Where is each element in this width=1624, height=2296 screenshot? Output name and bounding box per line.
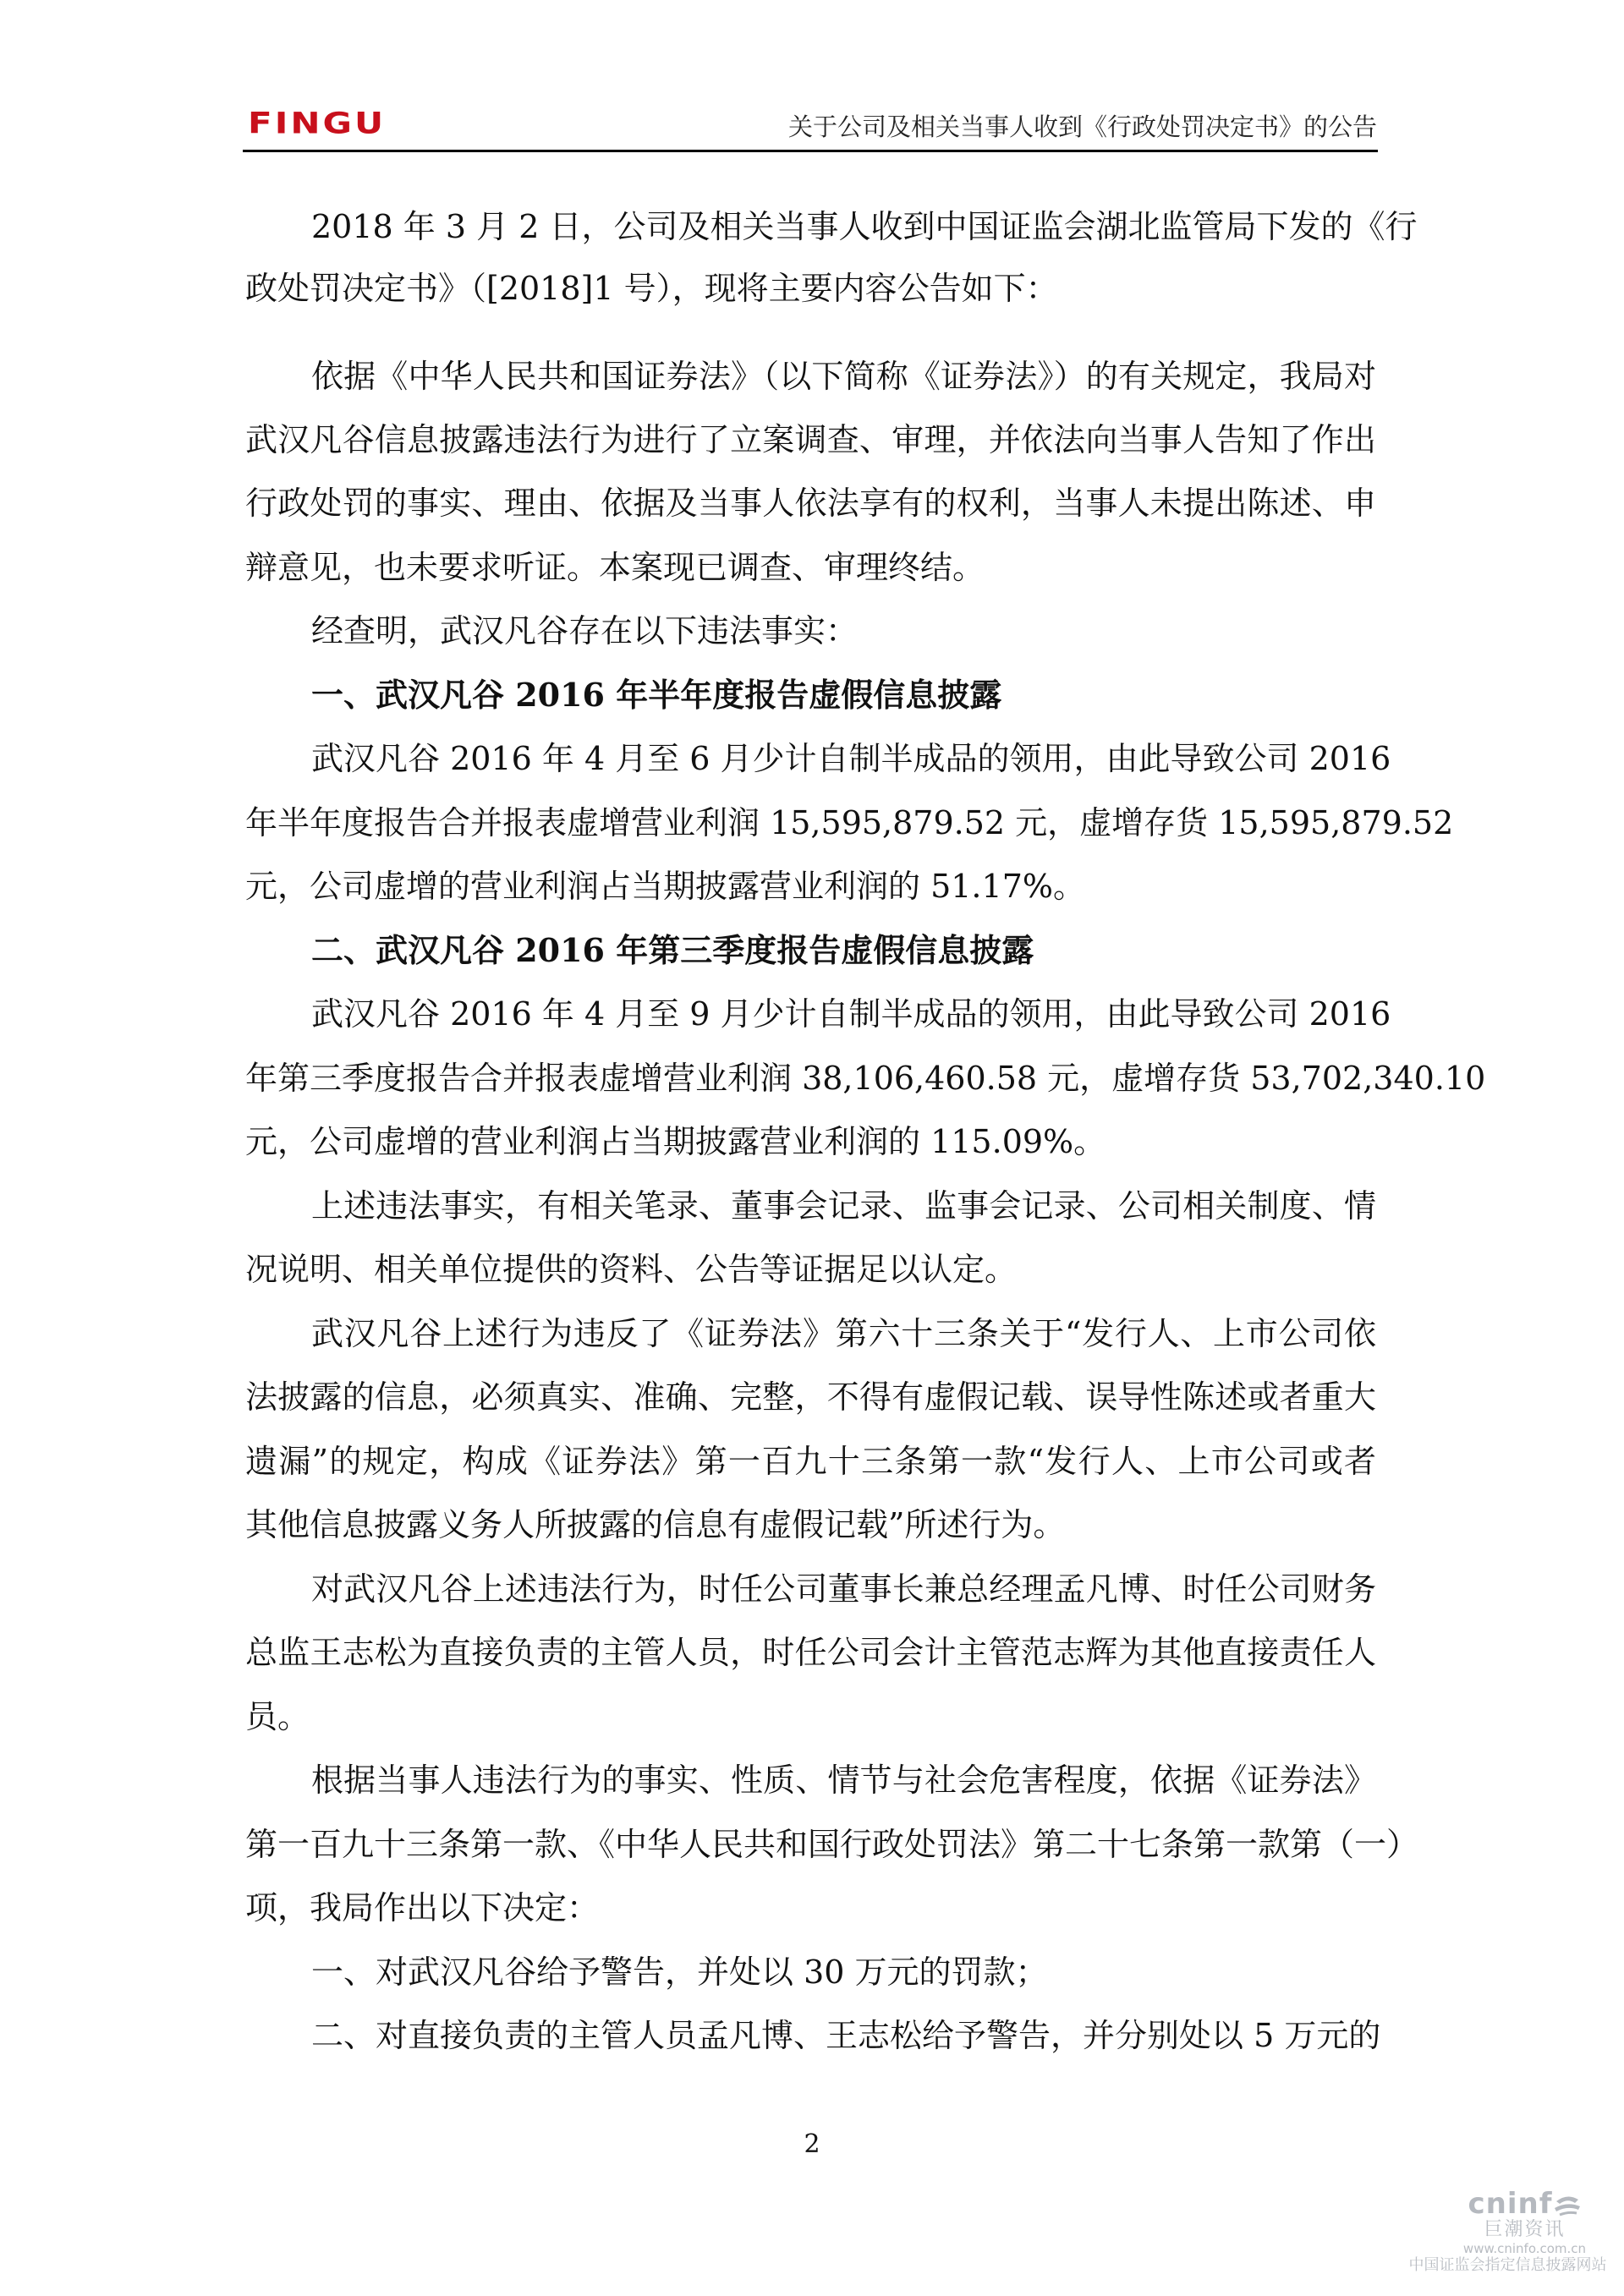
cninfo-swirl-icon xyxy=(1553,2195,1582,2217)
text-line: 况说明、相关单位提供的资料、公告等证据足以认定。 xyxy=(245,1251,1018,1288)
watermark-brand-cn: 巨潮资讯 xyxy=(1484,2219,1566,2240)
text-line: 行政处罚的事实、理由、依据及当事人依法享有的权利，当事人未提出陈述、申 xyxy=(245,485,1376,522)
cninfo-watermark xyxy=(1408,2187,1611,2275)
text-line: 2018 年 3 月 2 日，公司及相关当事人收到中国证监会湖北监管局下发的《行 xyxy=(311,208,1418,245)
text-line: 元，公司虚增的营业利润占当期披露营业利润的 115.09%。 xyxy=(245,1123,1106,1160)
text-line: 元，公司虚增的营业利润占当期披露营业利润的 51.17%。 xyxy=(245,868,1085,905)
decision-item: 二、对直接负责的主管人员孟凡博、王志松给予警告，并分别处以 5 万元的 xyxy=(311,2017,1381,2054)
text-line: 年半年度报告合并报表虚增营业利润 15,595,879.52 元，虚增存货 15,595,879.52 xyxy=(245,804,1454,841)
text-line: 法披露的信息，必须真实、准确、完整，不得有虚假记载、误导性陈述或者重大 xyxy=(245,1378,1376,1416)
company-logo: FINGU xyxy=(248,106,387,140)
text-line: 武汉凡谷 2016 年 4 月至 9 月少计自制半成品的领用，由此导致公司 2016 xyxy=(311,995,1391,1033)
watermark-subtitle: 中国证监会指定信息披露网站 xyxy=(1408,2256,1607,2274)
text-line: 武汉凡谷上述行为违反了《证券法》第六十三条关于“发行人、上市公司依 xyxy=(311,1315,1376,1352)
text-line: 政处罚决定书》（[2018]1 号），现将主要内容公告如下： xyxy=(245,270,1058,307)
section-heading: 一、武汉凡谷 2016 年半年度报告虚假信息披露 xyxy=(311,676,1002,714)
text-line: 武汉凡谷 2016 年 4 月至 6 月少计自制半成品的领用，由此导致公司 2016 xyxy=(311,740,1391,777)
text-line: 上述违法事实，有相关笔录、董事会记录、监事会记录、公司相关制度、情 xyxy=(311,1187,1376,1225)
text-line: 武汉凡谷信息披露违法行为进行了立案调查、审理，并依法向当事人告知了作出 xyxy=(245,421,1376,458)
text-line: 总监王志松为直接负责的主管人员，时任公司会计主管范志辉为其他直接责任人 xyxy=(245,1634,1376,1671)
text-line: 依据《中华人民共和国证券法》（以下简称《证券法》）的有关规定，我局对 xyxy=(311,358,1376,395)
text-line: 经查明，武汉凡谷存在以下违法事实： xyxy=(311,612,859,649)
text-line: 根据当事人违法行为的事实、性质、情节与社会危害程度，依据《证券法》 xyxy=(311,1762,1376,1799)
page-number: 2 xyxy=(804,2129,820,2159)
text-line: 项，我局作出以下决定： xyxy=(245,1889,600,1926)
text-line: 对武汉凡谷上述违法行为，时任公司董事长兼总经理孟凡博、时任公司财务 xyxy=(311,1570,1376,1608)
header-divider xyxy=(243,150,1378,152)
watermark-brand xyxy=(1438,2189,1611,2219)
text-line: 遗漏”的规定，构成《证券法》第一百九十三条第一款“发行人、上市公司或者 xyxy=(245,1443,1376,1480)
watermark-url: www.cninfo.com.cn xyxy=(1462,2241,1587,2256)
text-line: 年第三季度报告合并报表虚增营业利润 38,106,460.58 元，虚增存货 53,702,340.10 xyxy=(245,1060,1486,1097)
text-line: 员。 xyxy=(245,1698,310,1735)
text-line: 辩意见，也未要求听证。本案现已调查、审理终结。 xyxy=(245,549,985,586)
decision-item: 一、对武汉凡谷给予警告，并处以 30 万元的罚款； xyxy=(311,1954,1048,1991)
text-line: 其他信息披露义务人所披露的信息有虚假记载”所述行为。 xyxy=(245,1506,1066,1543)
section-heading: 二、武汉凡谷 2016 年第三季度报告虚假信息披露 xyxy=(311,931,1034,969)
text-line: 第一百九十三条第一款、《中华人民共和国行政处罚法》第二十七条第一款第（一） xyxy=(245,1826,1419,1863)
header-title: 关于公司及相关当事人收到《行政处罚决定书》的公告 xyxy=(787,112,1377,141)
watermark-brand-text: cninf xyxy=(1468,2187,1553,2221)
